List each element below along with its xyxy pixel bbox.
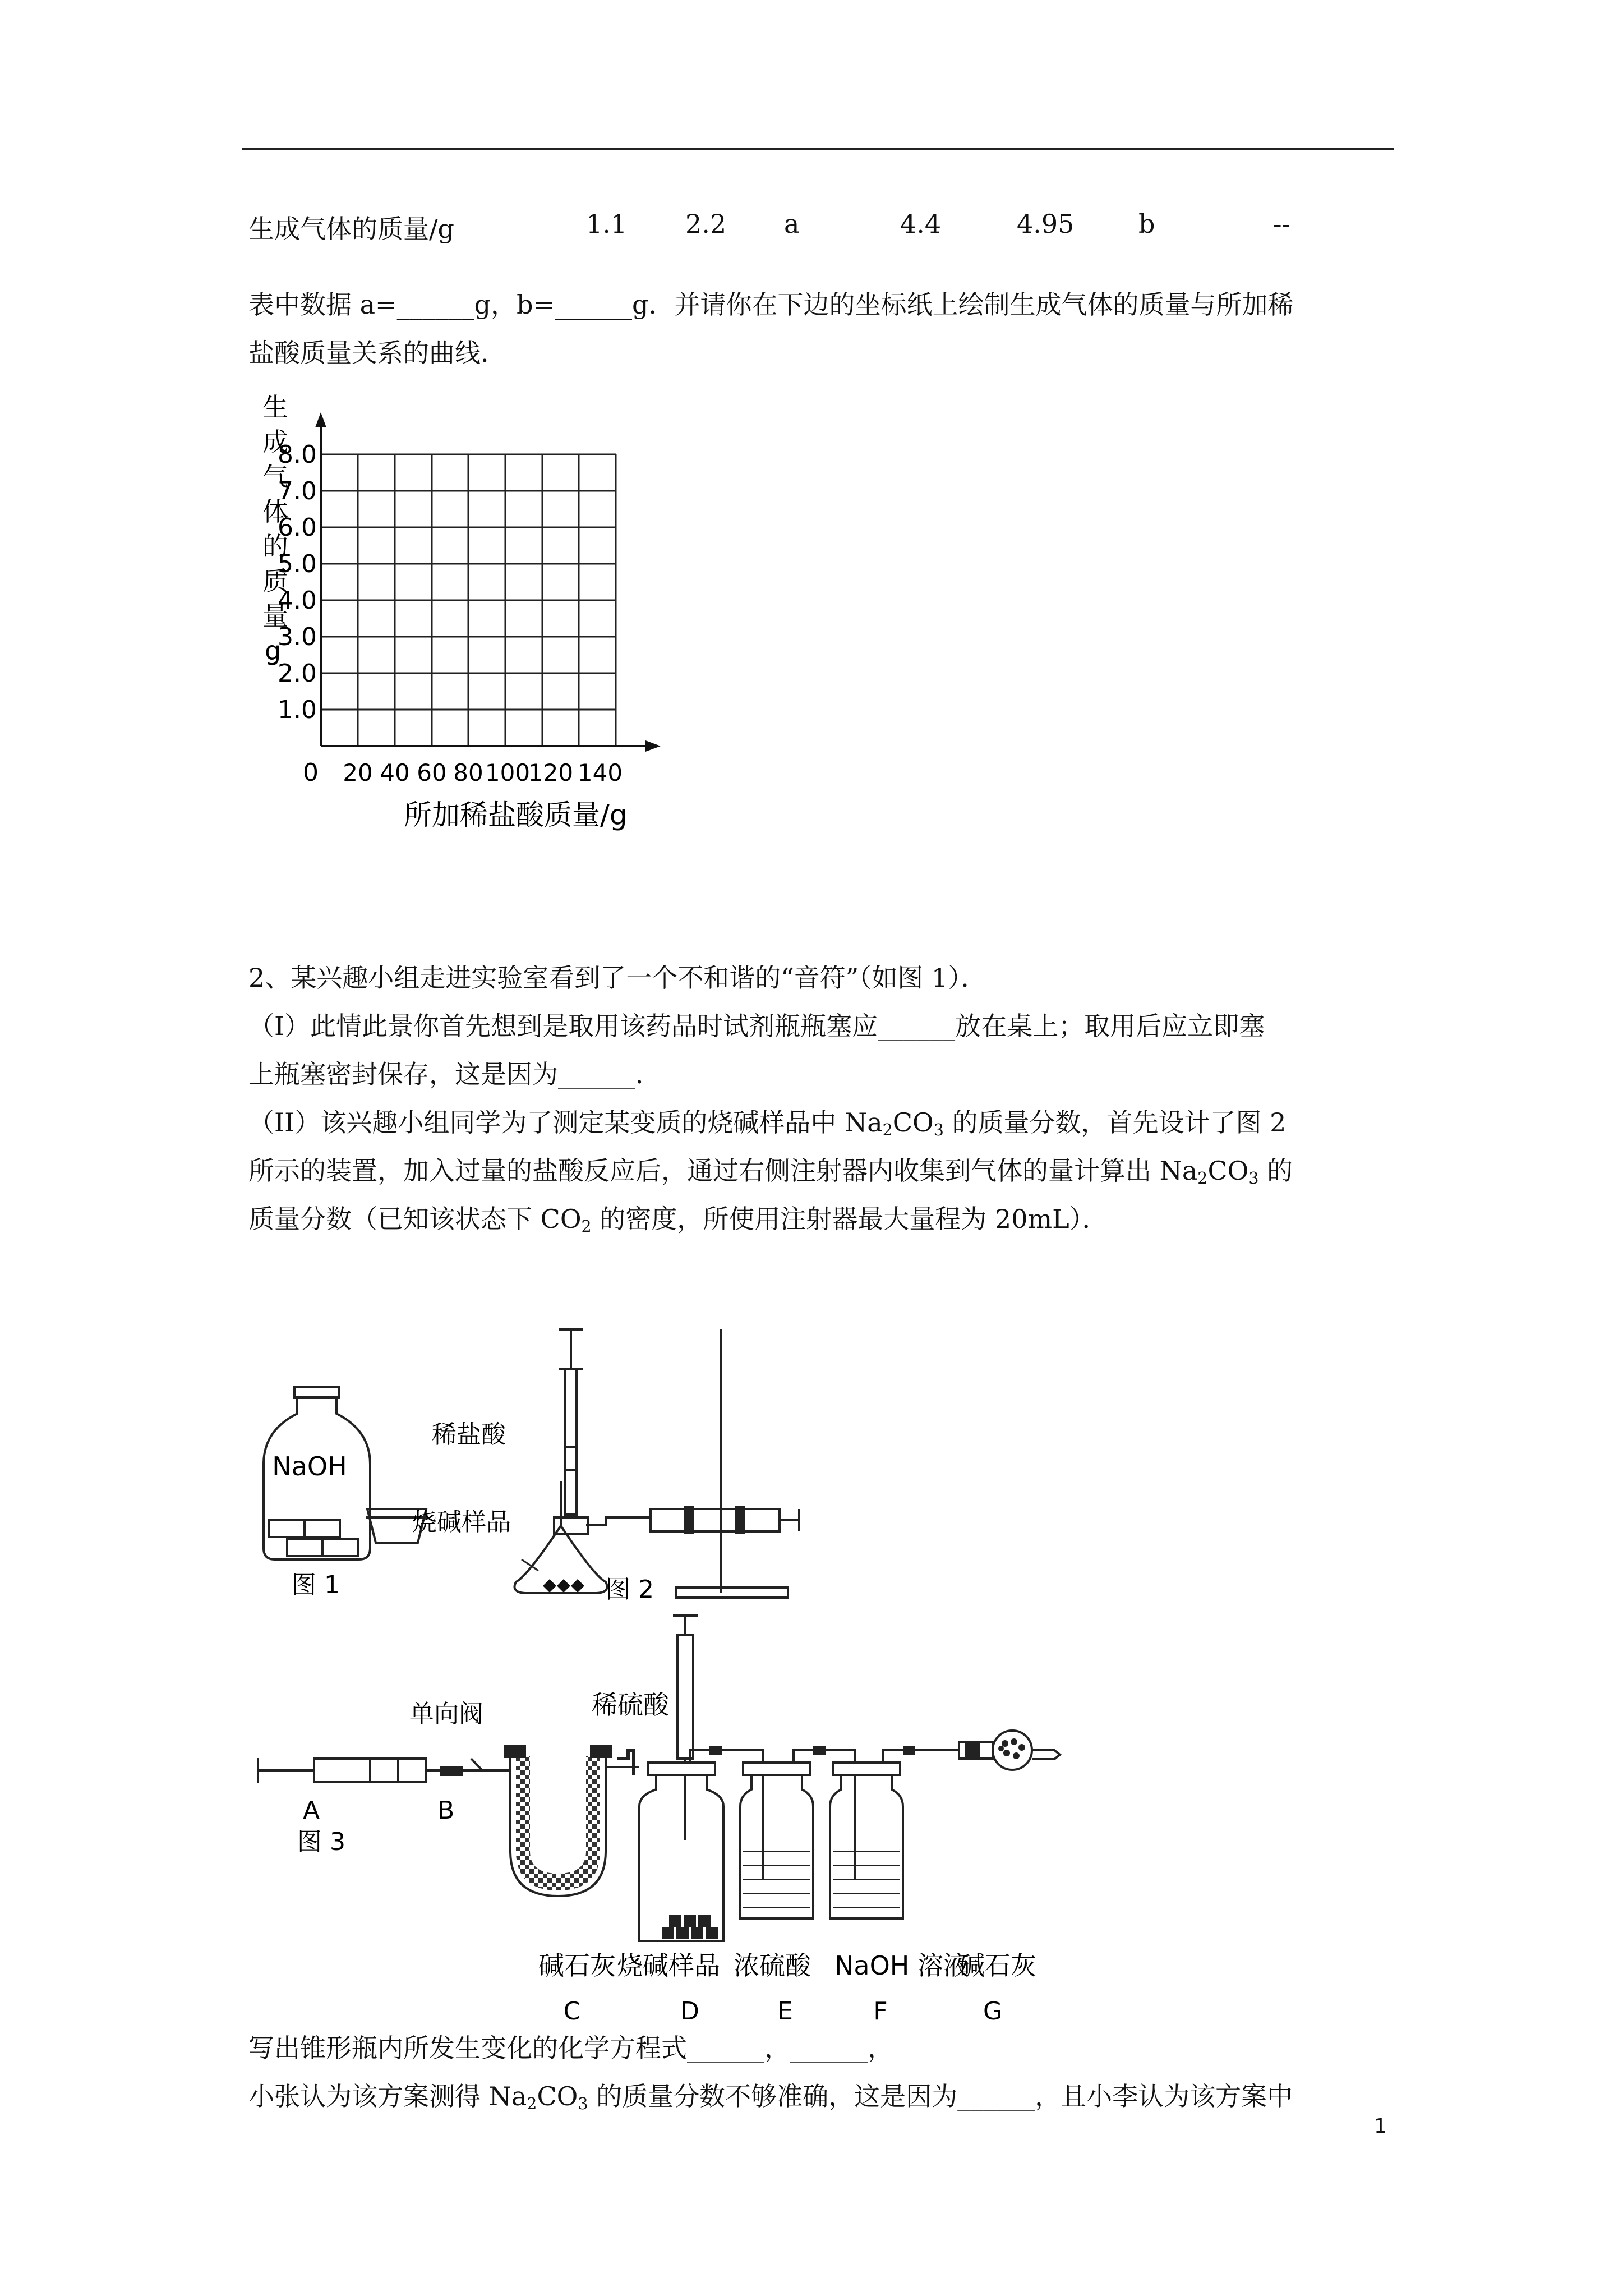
fig3-acid-label: 稀硫酸 xyxy=(592,1690,669,1720)
figure-3 xyxy=(247,1604,1122,2025)
label-g: G xyxy=(983,1997,1003,2025)
q2-p1-line-1: （I）此情此景你首先想到是取用该药品时试剂瓶瓶塞应______放在桌上；取用后应立即塞 xyxy=(248,1011,1265,1041)
table-cell: 2.2 xyxy=(685,209,727,239)
figure-1-2 xyxy=(247,1257,808,1604)
stopper xyxy=(743,1763,810,1775)
label-d: D xyxy=(680,1997,699,2025)
y-tick-label: 8.0 xyxy=(278,440,317,469)
y-tick-label: 4.0 xyxy=(278,586,317,615)
valve-label: 单向阀 xyxy=(409,1700,483,1728)
q2-p2-line-1: （II）该兴趣小组同学为了测定某变质的烧碱样品中 $Na_2CO_3$ 的质量分数，首先设计了图 2 xyxy=(248,1107,1287,1140)
acid-label: 稀盐酸 xyxy=(432,1420,506,1449)
label-e-name: 浓硫酸 xyxy=(734,1950,811,1981)
stopper xyxy=(504,1745,526,1758)
x-tick-label: 140 xyxy=(577,759,623,786)
label-c: C xyxy=(563,1997,581,2025)
syringe-d-icon xyxy=(677,1635,693,1759)
table-row-label: 生成气体的质量/g xyxy=(248,214,454,244)
y-tick-label: 7.0 xyxy=(278,477,317,505)
header-rule xyxy=(242,148,1394,150)
naoh-pellet xyxy=(305,1520,340,1537)
y-axis-arrow-icon xyxy=(315,412,326,427)
clamp xyxy=(735,1506,745,1534)
y-label-char: 的 xyxy=(262,531,288,562)
stopper xyxy=(590,1745,612,1758)
y-tick-label: 6.0 xyxy=(278,513,317,542)
y-label-char: 生 xyxy=(262,392,288,422)
y-label-char: 气 xyxy=(262,462,288,492)
tail-line-1: 写出锥形瓶内所发生变化的化学方程式______，______， xyxy=(248,2033,893,2063)
stopcock-icon xyxy=(617,1750,634,1775)
naoh-pellet xyxy=(323,1539,358,1556)
tail-line-2: 小张认为该方案测得 $Na_2CO_3$ 的质量分数不够准确，这是因为______，且小李认为该方案中 xyxy=(248,2081,1293,2114)
valve-clip xyxy=(440,1766,463,1776)
x-tick-label: 100 xyxy=(485,759,531,786)
coordinate-graph xyxy=(236,381,684,847)
sample-pile xyxy=(662,1915,718,1939)
label-f: F xyxy=(873,1997,888,2025)
x-tick-label: 20 xyxy=(343,759,373,786)
naoh-label: NaOH xyxy=(272,1451,347,1481)
table-cell: -- xyxy=(1273,209,1291,239)
x-tick-label: 60 xyxy=(417,759,447,786)
label-g-name: 碱石灰 xyxy=(959,1950,1036,1981)
fig3-caption: 图 3 xyxy=(297,1828,345,1856)
x-tick-label: 120 xyxy=(528,759,574,786)
y-label-char: 成 xyxy=(262,427,288,457)
sample-pellets xyxy=(543,1579,584,1593)
y-tick-label: 3.0 xyxy=(278,623,317,651)
origin-label: 0 xyxy=(303,758,319,787)
q1-line-2: 盐酸质量关系的曲线． xyxy=(248,338,506,368)
label-f-name: NaOH 溶液 xyxy=(834,1950,970,1981)
y-tick-label: 2.0 xyxy=(278,659,317,688)
bottle-f-icon xyxy=(830,1773,903,1918)
grid xyxy=(321,454,616,746)
stand-base xyxy=(676,1588,788,1598)
x-tick-label: 80 xyxy=(453,759,483,786)
label-e: E xyxy=(777,1997,793,2025)
x-axis-label: 所加稀盐酸质量/g xyxy=(404,799,628,831)
y-label-char: 量 xyxy=(262,601,288,631)
label-d-name: 烧碱样品 xyxy=(617,1950,720,1981)
q2-intro: 2、某兴趣小组走进实验室看到了一个不和谐的“音符”（如图 1）． xyxy=(248,963,987,993)
q2-p2-line-2: 所示的装置，加入过量的盐酸反应后，通过右侧注射器内收集到气体的量计算出 $Na_2CO_3$ 的 xyxy=(248,1156,1293,1188)
clamp xyxy=(684,1506,694,1534)
fig1-caption: 图 1 xyxy=(292,1571,340,1599)
y-label-char: 体 xyxy=(262,496,288,527)
table-cell: b xyxy=(1138,209,1155,239)
page-number: 1 xyxy=(1374,2115,1387,2138)
flask-icon xyxy=(515,1481,607,1593)
table-cell: 1.1 xyxy=(586,209,628,239)
y-label-char: 质 xyxy=(262,566,288,596)
y-tick-label: 5.0 xyxy=(278,550,317,578)
x-axis-arrow-icon xyxy=(645,740,661,752)
bottle-e-icon xyxy=(740,1773,813,1918)
q2-p2-line-3: 质量分数（已知该状态下 $CO_2$ 的密度，所使用注射器最大量程为 20mL）． xyxy=(248,1204,1108,1236)
stopper xyxy=(833,1763,900,1775)
y-label-char: g xyxy=(265,636,282,666)
x-tick-label: 40 xyxy=(380,759,410,786)
table-cell: 4.4 xyxy=(900,209,942,239)
table-cell: a xyxy=(784,209,800,239)
label-c-name: 碱石灰 xyxy=(538,1950,616,1981)
syringe-barrel xyxy=(565,1369,577,1515)
stopper xyxy=(648,1763,715,1775)
label-a: A xyxy=(303,1796,320,1825)
q1-line-1: 表中数据 a=______g，b=______g．并请你在下边的坐标纸上绘制生成气体的质量与所加稀 xyxy=(248,289,1294,320)
y-tick-label: 1.0 xyxy=(278,696,317,724)
horizontal-syringe xyxy=(651,1509,780,1531)
naoh-pellet xyxy=(287,1539,322,1556)
drying-tube-bulb-icon xyxy=(993,1731,1032,1770)
label-b: B xyxy=(437,1796,455,1825)
fig2-caption: 图 2 xyxy=(606,1575,654,1604)
table-cell: 4.95 xyxy=(1017,209,1075,239)
flask-stopper xyxy=(554,1517,588,1534)
sample-label: 烧碱样品 xyxy=(412,1508,511,1536)
naoh-pellet xyxy=(269,1520,304,1537)
q2-p1-line-2: 上瓶塞密封保存，这是因为______． xyxy=(248,1059,661,1089)
